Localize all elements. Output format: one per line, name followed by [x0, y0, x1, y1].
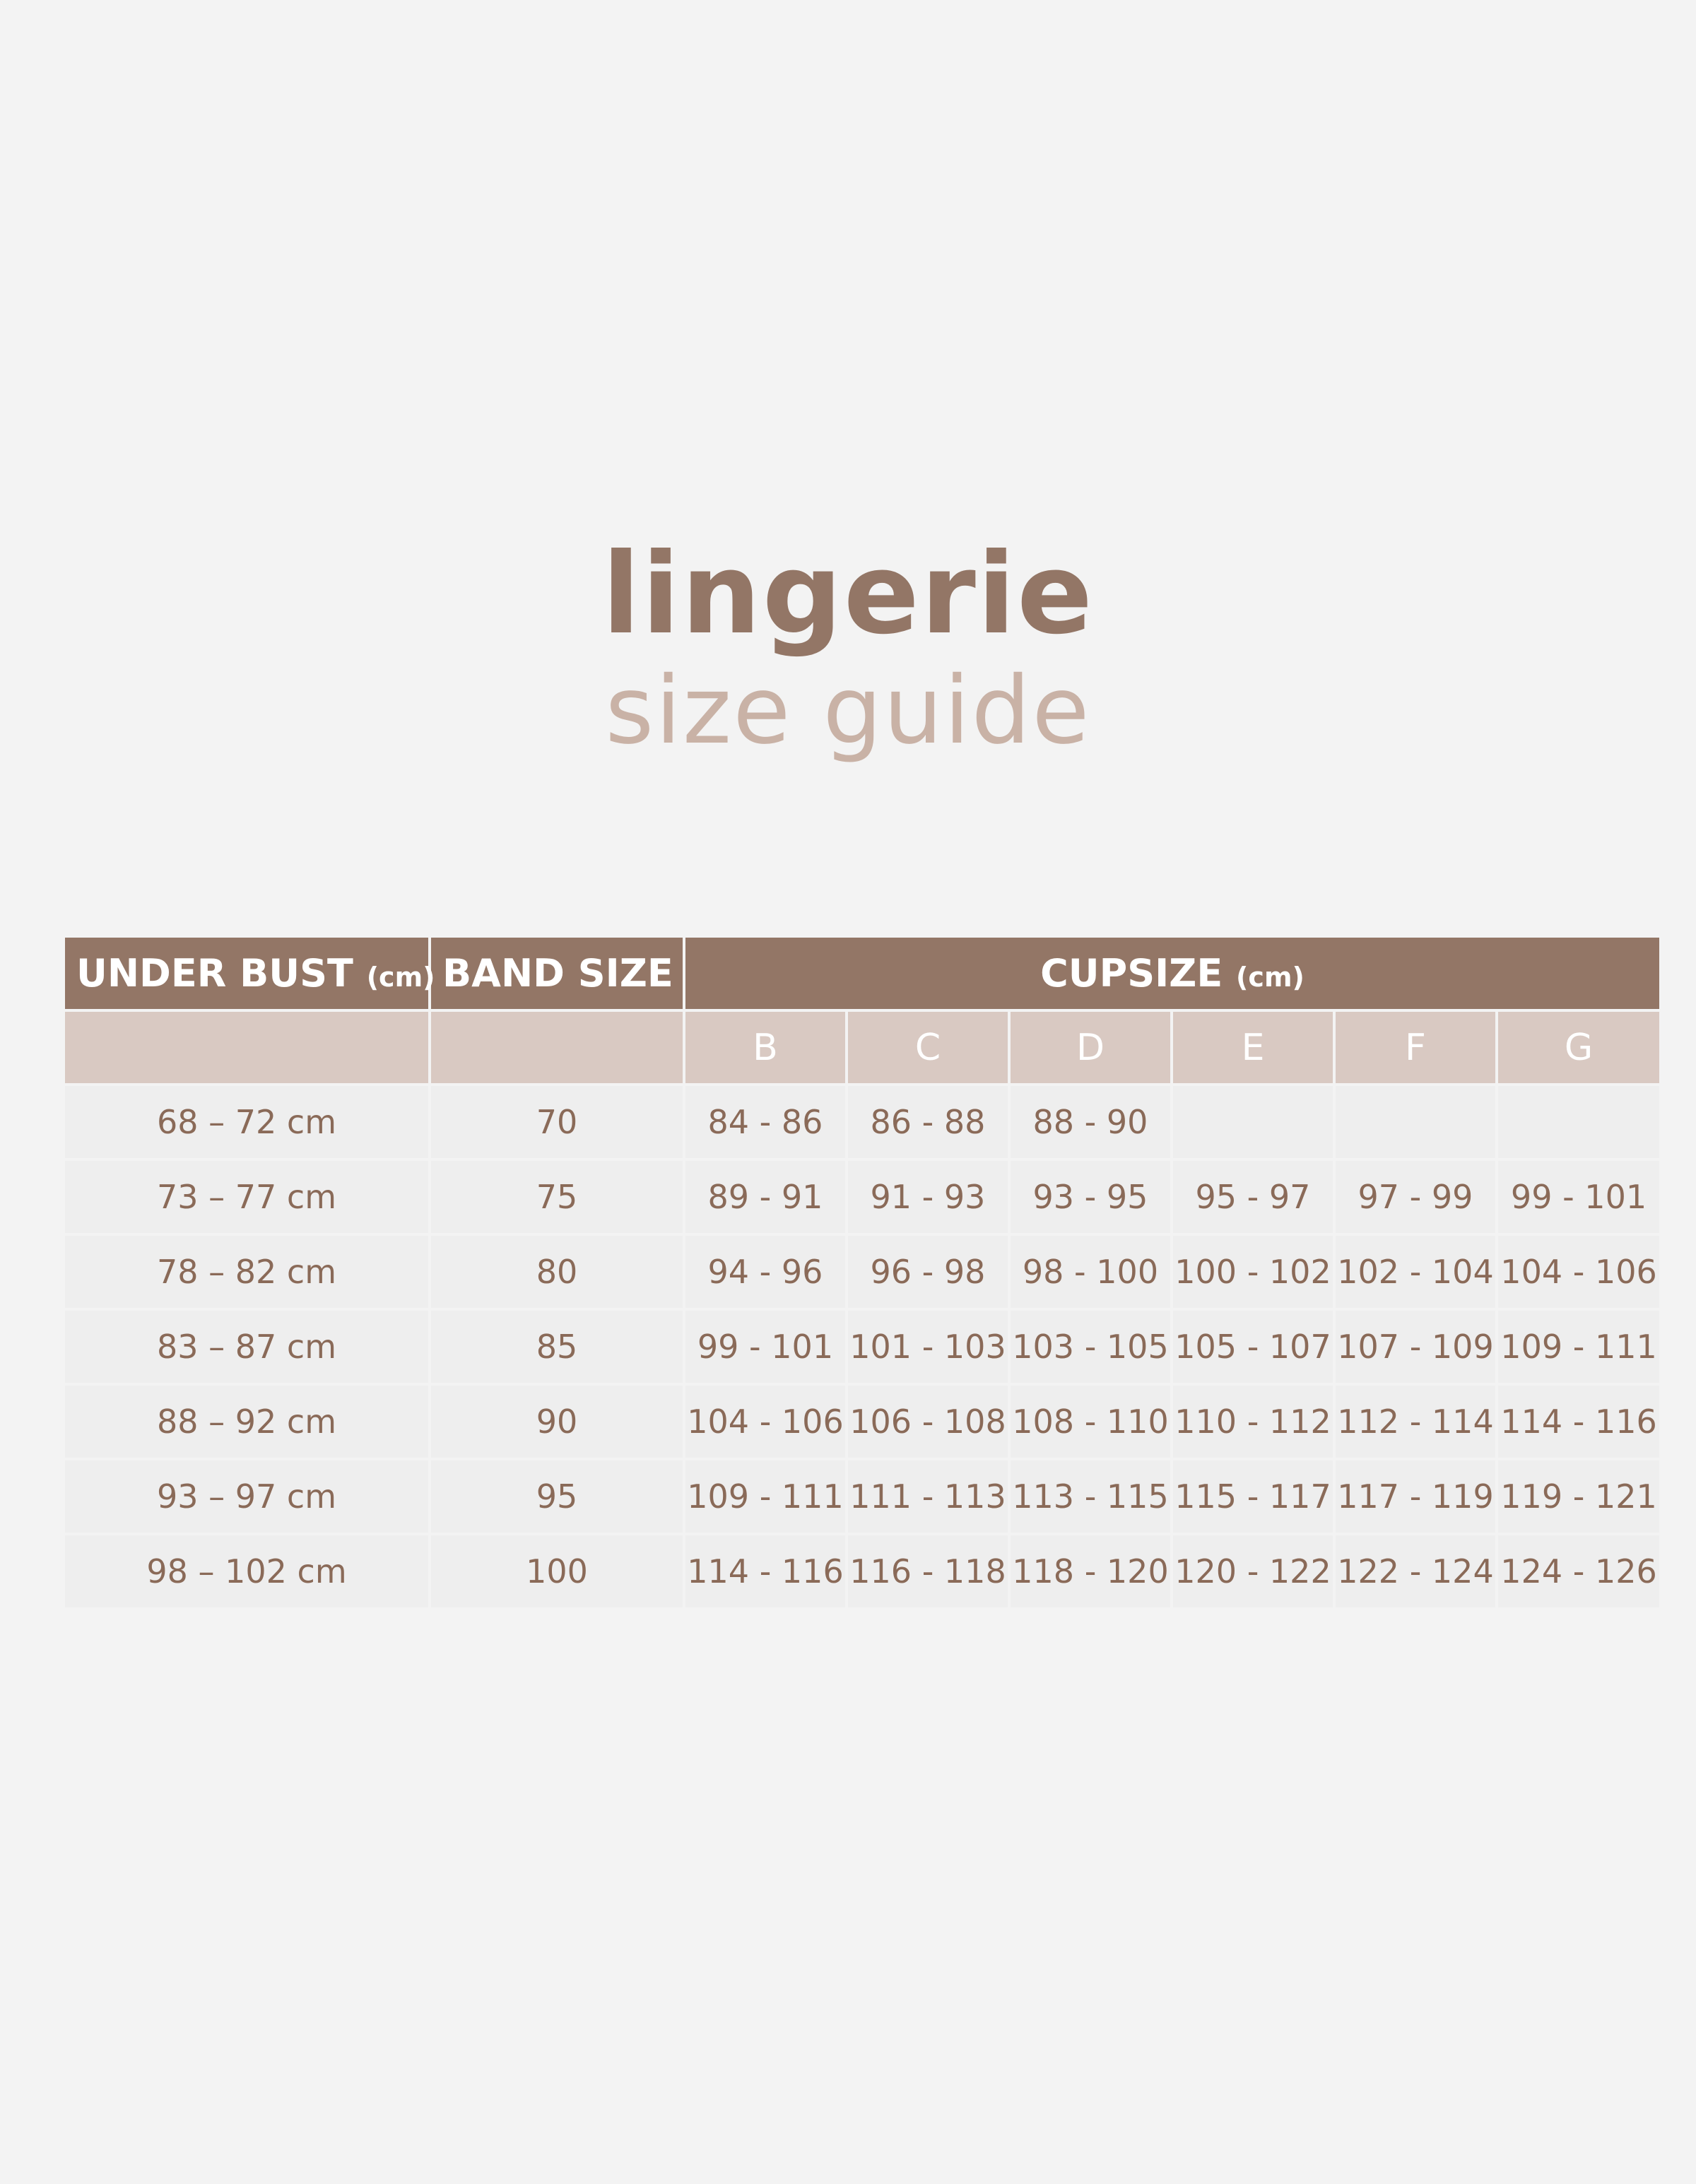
cup-measure-cell	[1173, 1086, 1333, 1158]
table-row	[65, 1386, 1659, 1458]
cup-measure-cell: 96 - 98	[848, 1236, 1008, 1308]
cup-measure-cell: 97 - 99	[1336, 1161, 1495, 1233]
cup-measure-cell: 102 - 104	[1336, 1236, 1495, 1308]
cup-measure-cell	[1336, 1086, 1495, 1158]
cup-letter: G	[1498, 1012, 1659, 1083]
page-subtitle: size guide	[605, 656, 1091, 765]
under-bust-subheader-empty	[65, 1012, 428, 1083]
cup-measure-cell: 94 - 96	[685, 1236, 845, 1308]
band-size-header-label: BAND SIZE	[442, 951, 673, 996]
band-size-cell: 95	[431, 1460, 683, 1533]
cup-measure-cell: 101 - 103	[848, 1311, 1008, 1383]
under-bust-cell: 68 – 72 cm	[65, 1086, 428, 1158]
cup-measure-cell: 114 - 116	[1498, 1386, 1659, 1458]
under-bust-cell: 73 – 77 cm	[65, 1161, 428, 1233]
band-size-cell: 70	[431, 1086, 683, 1158]
band-size-subheader-empty	[431, 1012, 683, 1083]
band-size-header	[431, 938, 683, 1009]
cup-measure-cell: 122 - 124	[1336, 1535, 1495, 1607]
band-size-cell: 90	[431, 1386, 683, 1458]
cup-letter: E	[1173, 1012, 1333, 1083]
cup-measure-cell: 105 - 107	[1173, 1311, 1333, 1383]
under-bust-header	[65, 938, 435, 1009]
cup-measure-cell: 106 - 108	[848, 1386, 1008, 1458]
cup-measure-cell: 95 - 97	[1173, 1161, 1333, 1233]
table-row	[65, 1535, 1659, 1607]
cup-measure-cell: 113 - 115	[1011, 1460, 1170, 1533]
cup-measure-cell: 111 - 113	[848, 1460, 1008, 1533]
cup-letter: D	[1011, 1012, 1170, 1083]
cup-measure-cell: 104 - 106	[685, 1386, 845, 1458]
cup-measure-cell	[1498, 1086, 1659, 1158]
cup-measure-cell: 88 - 90	[1011, 1086, 1170, 1158]
cup-measure-cell: 98 - 100	[1011, 1236, 1170, 1308]
header-row	[65, 938, 1659, 1009]
table-row	[65, 1086, 1659, 1158]
cup-measure-cell: 117 - 119	[1336, 1460, 1495, 1533]
cup-letter: B	[685, 1012, 845, 1083]
cup-measure-cell: 93 - 95	[1011, 1161, 1170, 1233]
cup-measure-cell: 110 - 112	[1173, 1386, 1333, 1458]
cup-measure-cell: 120 - 122	[1173, 1535, 1333, 1607]
cup-measure-cell: 118 - 120	[1011, 1535, 1170, 1607]
band-size-cell: 80	[431, 1236, 683, 1308]
under-bust-cell: 83 – 87 cm	[65, 1311, 428, 1383]
page-title: lingerie	[601, 529, 1095, 659]
cup-measure-cell: 104 - 106	[1498, 1236, 1659, 1308]
cup-measure-cell: 89 - 91	[685, 1161, 845, 1233]
cup-measure-cell: 107 - 109	[1336, 1311, 1495, 1383]
cup-measure-cell: 108 - 110	[1011, 1386, 1170, 1458]
band-size-cell: 85	[431, 1311, 683, 1383]
cup-measure-cell: 116 - 118	[848, 1535, 1008, 1607]
cup-measure-cell: 103 - 105	[1011, 1311, 1170, 1383]
cup-measure-cell: 99 - 101	[685, 1311, 845, 1383]
cup-letter: C	[848, 1012, 1008, 1083]
table-row	[65, 1460, 1659, 1533]
under-bust-cell: 78 – 82 cm	[65, 1236, 428, 1308]
under-bust-cell: 98 – 102 cm	[65, 1535, 428, 1607]
cup-measure-cell: 109 - 111	[1498, 1311, 1659, 1383]
under-bust-cell: 88 – 92 cm	[65, 1386, 428, 1458]
cup-measure-cell: 100 - 102	[1173, 1236, 1333, 1308]
cup-letter-row	[65, 1012, 1659, 1083]
band-size-cell: 75	[431, 1161, 683, 1233]
under-bust-header-label: UNDER BUST	[76, 951, 353, 996]
cup-measure-cell: 99 - 101	[1498, 1161, 1659, 1233]
cup-measure-cell: 119 - 121	[1498, 1460, 1659, 1533]
cupsize-header-unit: (cm)	[1236, 962, 1305, 993]
cup-measure-cell: 109 - 111	[685, 1460, 845, 1533]
table-row	[65, 1161, 1659, 1233]
cup-letter: F	[1336, 1012, 1495, 1083]
cup-measure-cell: 114 - 116	[685, 1535, 845, 1607]
cup-measure-cell: 115 - 117	[1173, 1460, 1333, 1533]
cupsize-header-label: CUPSIZE	[1040, 951, 1223, 996]
cup-measure-cell: 84 - 86	[685, 1086, 845, 1158]
cup-measure-cell: 124 - 126	[1498, 1535, 1659, 1607]
under-bust-header-unit: (cm)	[366, 962, 435, 993]
band-size-cell: 100	[431, 1535, 683, 1607]
table-row	[65, 1311, 1659, 1383]
under-bust-cell: 93 – 97 cm	[65, 1460, 428, 1533]
cup-measure-cell: 86 - 88	[848, 1086, 1008, 1158]
size-guide-table	[62, 935, 1662, 1610]
cup-measure-cell: 91 - 93	[848, 1161, 1008, 1233]
table-row	[65, 1236, 1659, 1308]
cupsize-header	[685, 938, 1659, 1009]
cup-measure-cell: 112 - 114	[1336, 1386, 1495, 1458]
